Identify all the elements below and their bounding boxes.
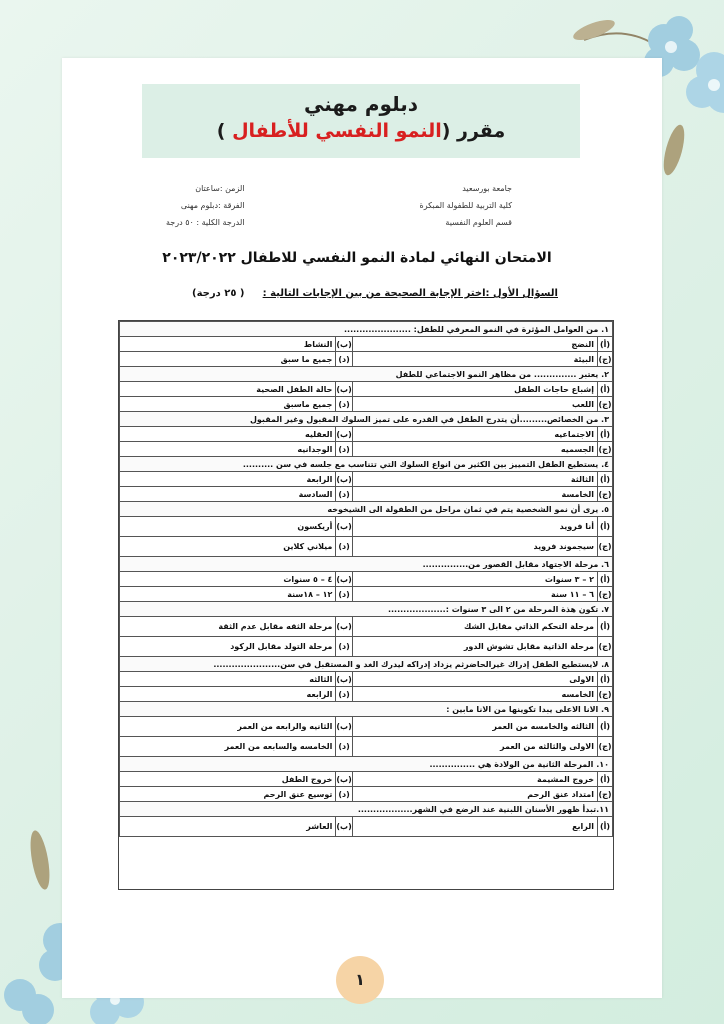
option-marker: (د) <box>336 397 352 412</box>
option-text: جميع ماسبق <box>120 397 336 412</box>
option-marker: (أ) <box>598 672 613 687</box>
option-text: أريكسون <box>120 517 336 537</box>
option-marker: (ج) <box>598 787 613 802</box>
question-row <box>120 802 613 817</box>
option-text: ٤ – ٥ سنوات <box>120 572 336 587</box>
options-row <box>120 352 613 367</box>
question-text: ٥. يرى أن نمو الشخصية يتم في ثمان مراحل من الطفولة الى الشيخوخه <box>120 502 613 517</box>
option-text: الرابع <box>352 817 597 837</box>
option-text: مرحلة التولد مقابل الركود <box>120 637 336 657</box>
question-row <box>120 602 613 617</box>
options-row <box>120 687 613 702</box>
exam-info-header: الزمن :ساعتان الفرقة :دبلوم مهنى الدرجة الكلية : ٥٠ درجة <box>166 184 245 227</box>
options-row <box>120 587 613 602</box>
question-row <box>120 412 613 427</box>
option-marker: (ج) <box>598 352 613 367</box>
option-text: الاجتماعيه <box>352 427 597 442</box>
option-marker: (ب) <box>336 672 352 687</box>
option-marker: (د) <box>336 442 352 457</box>
options-row <box>120 572 613 587</box>
option-text: العقليه <box>120 427 336 442</box>
options-row <box>120 337 613 352</box>
question-text: ٩. الانا الاعلى يبدا تكوينها من الانا مابين : <box>120 702 613 717</box>
option-text: أنا فرويد <box>352 517 597 537</box>
option-marker: (د) <box>336 487 352 502</box>
option-marker: (ج) <box>598 442 613 457</box>
option-marker: (أ) <box>598 427 613 442</box>
option-text: الثانيه والرابعه من العمر <box>120 717 336 737</box>
option-marker: (أ) <box>598 337 613 352</box>
question-row <box>120 657 613 672</box>
course-banner <box>142 84 580 158</box>
option-text: الخامسه <box>352 687 597 702</box>
option-marker: (ب) <box>336 427 352 442</box>
option-marker: (ب) <box>336 617 352 637</box>
question-text: ١٠. المرحلة الثانية من الولادة هي ............... <box>120 757 613 772</box>
option-marker: (أ) <box>598 382 613 397</box>
option-text: ٢ – ٣ سنوات <box>352 572 597 587</box>
option-text: خروج الطفل <box>120 772 336 787</box>
option-text: الاولى <box>352 672 597 687</box>
option-marker: (د) <box>336 637 352 657</box>
option-text: الرابعة <box>120 472 336 487</box>
option-text: ميلاني كلاين <box>120 537 336 557</box>
option-marker: (أ) <box>598 772 613 787</box>
banner-course: مقرر (النمو النفسي للأطفال ) <box>216 120 506 142</box>
option-marker: (ج) <box>598 587 613 602</box>
options-row <box>120 537 613 557</box>
question-row <box>120 702 613 717</box>
option-text: النشاط <box>120 337 336 352</box>
options-row <box>120 737 613 757</box>
option-marker: (ج) <box>598 737 613 757</box>
question-text: ١. من العوامل المؤثرة في النمو المعرفي للطفل: ...................... <box>120 322 613 337</box>
question-row <box>120 457 613 472</box>
option-marker: (أ) <box>598 617 613 637</box>
option-marker: (د) <box>336 737 352 757</box>
option-text: الوجدانيه <box>120 442 336 457</box>
option-marker: (ج) <box>598 537 613 557</box>
option-text: الخامسه والسابعه من العمر <box>120 737 336 757</box>
option-text: البيئة <box>352 352 597 367</box>
options-row <box>120 427 613 442</box>
option-text: سيجموند فرويد <box>352 537 597 557</box>
option-text: النضج <box>352 337 597 352</box>
option-text: الثالثه والخامسه من العمر <box>352 717 597 737</box>
option-text: إشباع حاجات الطفل <box>352 382 597 397</box>
option-marker: (ب) <box>336 517 352 537</box>
course-name: النمو النفسي للأطفال <box>232 120 442 142</box>
question-text: ٧. تكون هذة المرحلة من ٢ الى ٣ سنوات :................... <box>120 602 613 617</box>
options-row <box>120 617 613 637</box>
option-marker: (أ) <box>598 717 613 737</box>
option-text: الرابعه <box>120 687 336 702</box>
option-text: ٦ – ١١ سنة <box>352 587 597 602</box>
option-text: حالة الطفل الصحية <box>120 382 336 397</box>
question-text: ٨. لايستطيع الطفل إدراك غيرالحاضرثم يزداد إدراكه ليدرك الغد و المستقبل في سن...................... <box>120 657 613 672</box>
option-text: ١٢ – ١٨سنة <box>120 587 336 602</box>
option-text: السادسة <box>120 487 336 502</box>
options-row <box>120 637 613 657</box>
option-marker: (ج) <box>598 487 613 502</box>
question-text: ١١.تبدأ ظهور الأسنان اللبنية عند الرضع في الشهر.................. <box>120 802 613 817</box>
option-marker: (ب) <box>336 717 352 737</box>
option-marker: (ب) <box>336 382 352 397</box>
option-marker: (ج) <box>598 637 613 657</box>
options-row <box>120 787 613 802</box>
option-marker: (ب) <box>336 337 352 352</box>
option-text: الجسميه <box>352 442 597 457</box>
exam-title: الامتحان النهائي لمادة النمو النفسي للاطفال ٢٠٢٣/٢٠٢٢ <box>162 250 552 266</box>
option-marker: (أ) <box>598 517 613 537</box>
options-row <box>120 817 613 837</box>
question-text: ٤. يستطيع الطفل التمييز بين الكثير من انواع السلوك التي تتناسب مع جلسه في سن .......... <box>120 457 613 472</box>
option-marker: (د) <box>336 687 352 702</box>
option-marker: (ب) <box>336 817 352 837</box>
option-text: الاولى والثالثه من العمر <box>352 737 597 757</box>
option-text: مرحلة التحكم الذاتي مقابل الشك <box>352 617 597 637</box>
option-marker: (د) <box>336 537 352 557</box>
options-row <box>120 672 613 687</box>
option-marker: (أ) <box>598 472 613 487</box>
options-row <box>120 442 613 457</box>
option-marker: (أ) <box>598 572 613 587</box>
question-text: ٣. من الخصائص.........أن يتدرج الطفل في القدره على تميز السلوك المقبول وغير المقبول <box>120 412 613 427</box>
question-row <box>120 322 613 337</box>
option-text: توسيع عنق الرحم <box>120 787 336 802</box>
option-marker: (أ) <box>598 817 613 837</box>
options-row <box>120 772 613 787</box>
options-row <box>120 717 613 737</box>
question-row <box>120 367 613 382</box>
exam-paper <box>62 58 662 998</box>
question-grade: ( ٢٥ درجة) <box>192 288 245 299</box>
option-text: الخامسة <box>352 487 597 502</box>
option-text: خروج المشيمة <box>352 772 597 787</box>
options-row <box>120 397 613 412</box>
questions-table <box>118 320 614 890</box>
option-text: الثالثة <box>352 472 597 487</box>
option-marker: (د) <box>336 787 352 802</box>
question-row <box>120 502 613 517</box>
options-row <box>120 472 613 487</box>
question-text: ٢. يعتبر .............. من مظاهر النمو الاجتماعي للطفل <box>120 367 613 382</box>
options-row <box>120 517 613 537</box>
option-text: الثالثه <box>120 672 336 687</box>
option-text: العاشر <box>120 817 336 837</box>
question-text: ٦. مرحلة الاجتهاد مقابل القصور من............... <box>120 557 613 572</box>
banner-program: دبلوم مهني <box>303 92 419 116</box>
option-marker: (د) <box>336 587 352 602</box>
option-marker: (د) <box>336 352 352 367</box>
option-marker: (ج) <box>598 397 613 412</box>
page-number: ١ <box>336 956 384 1004</box>
options-row <box>120 382 613 397</box>
university-header: جامعة بورسعيد كلية التربية للطفولة المبكرة قسم العلوم النفسية <box>419 184 512 227</box>
question-row <box>120 557 613 572</box>
option-marker: (ب) <box>336 772 352 787</box>
option-marker: (ب) <box>336 472 352 487</box>
option-marker: (ج) <box>598 687 613 702</box>
option-marker: (ب) <box>336 572 352 587</box>
options-row <box>120 487 613 502</box>
option-text: مرحلة الثقه مقابل عدم الثقة <box>120 617 336 637</box>
option-text: امتداد عنق الرحم <box>352 787 597 802</box>
option-text: جميع ما سبق <box>120 352 336 367</box>
question-heading: السؤال الأول :اختر الإجابة الصحيحة من بين الإجابات التالية : ( ٢٥ درجة) <box>192 288 558 299</box>
question-row <box>120 757 613 772</box>
option-text: مرحلة الذاتية مقابل تشوش الدور <box>352 637 597 657</box>
option-text: اللعب <box>352 397 597 412</box>
